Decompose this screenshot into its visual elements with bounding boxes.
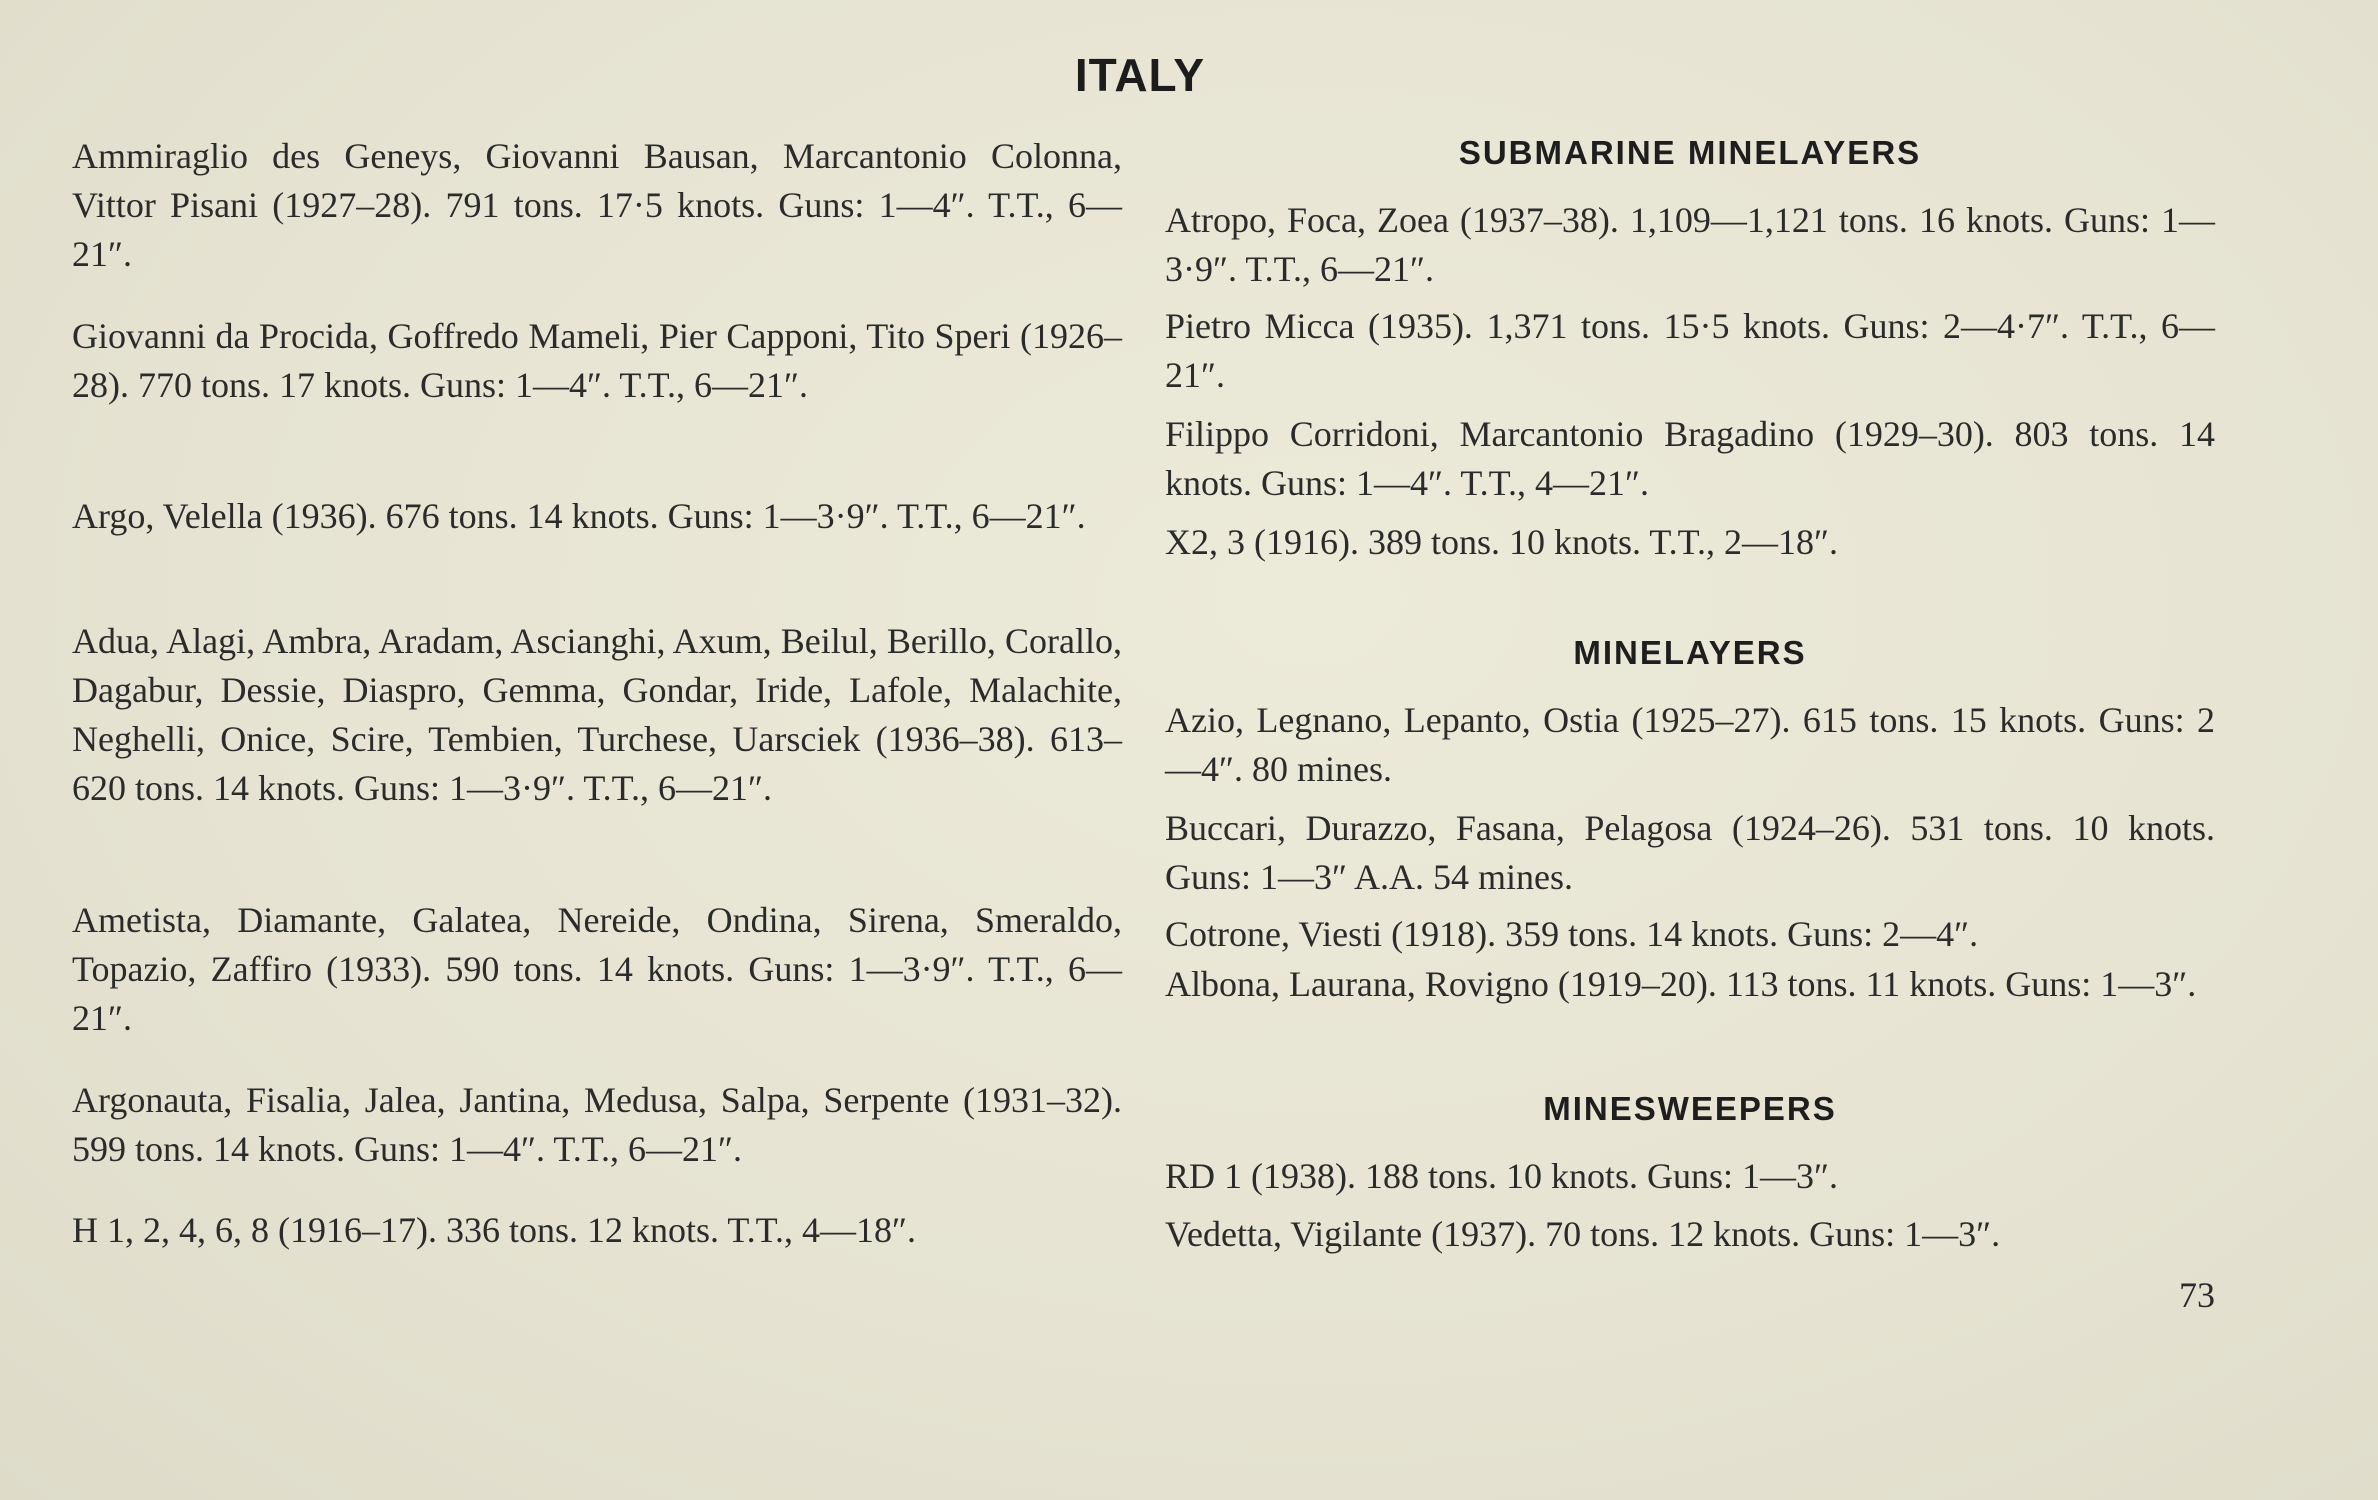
ship-entry: Ametista, Diamante, Galatea, Nereide, Ondina, Sirena, Smeraldo, Topazio, Zaffiro (1933). 590 tons. 14 knots. Guns: 1—3·9″. T.T., 6—21″. — [72, 900, 1122, 1038]
ship-entry: Filippo Corridoni, Marcantonio Bragadino (1929–30). 803 tons. 14 knots. Guns: 1—4″. T.T., 4—21″. — [1165, 414, 2215, 503]
ship-entry: Vedetta, Vigilante (1937). 70 tons. 12 knots. Guns: 1—3″. — [1165, 1214, 2001, 1254]
page-number: 73 — [2179, 1275, 2215, 1315]
ship-entry: Ammiraglio des Geneys, Giovanni Bausan, Marcantonio Colonna, Vittor Pisani (1927–28). 791 tons. 17·5 knots. Guns: 1—4″. T.T., 6—21″. — [72, 136, 1122, 274]
ship-entry: Atropo, Foca, Zoea (1937–38). 1,109—1,121 tons. 16 knots. Guns: 1—3·9″. T.T., 6—21″. — [1165, 200, 2215, 289]
ship-entry: RD 1 (1938). 188 tons. 10 knots. Guns: 1—3″. — [1165, 1156, 1839, 1196]
section-heading-minesweepers: MINESWEEPERS — [1543, 1090, 1837, 1127]
ship-entry: Albona, Laurana, Rovigno (1919–20). 113 tons. 11 knots. Guns: 1—3″. — [1165, 964, 2197, 1004]
ship-entry: Cotrone, Viesti (1918). 359 tons. 14 knots. Guns: 2—4″. — [1165, 914, 1979, 954]
ship-entry: Azio, Legnano, Lepanto, Ostia (1925–27). 615 tons. 15 knots. Guns: 2—4″. 80 mines. — [1165, 700, 2215, 789]
section-heading-minelayers: MINELAYERS — [1573, 634, 1807, 671]
ship-entry: X2, 3 (1916). 389 tons. 10 knots. T.T., 2—18″. — [1165, 522, 1838, 562]
ship-entry: Buccari, Durazzo, Fasana, Pelagosa (1924–26). 531 tons. 10 knots. Guns: 1—3″ A.A. 54 mines. — [1165, 808, 2215, 897]
ship-entry: H 1, 2, 4, 6, 8 (1916–17). 336 tons. 12 knots. T.T., 4—18″. — [72, 1210, 916, 1250]
page-title: ITALY — [1074, 49, 1206, 101]
ship-entry: Pietro Micca (1935). 1,371 tons. 15·5 knots. Guns: 2—4·7″. T.T., 6—21″. — [1165, 306, 2215, 395]
ship-entry: Giovanni da Procida, Goffredo Mameli, Pier Capponi, Tito Speri (1926–28). 770 tons. 17 knots. Guns: 1—4″. T.T., 6—21″. — [72, 316, 1122, 405]
section-heading-submarine-minelayers: SUBMARINE MINELAYERS — [1458, 134, 1922, 171]
ship-entry: Adua, Alagi, Ambra, Aradam, Ascianghi, Axum, Beilul, Berillo, Corallo, Dagabur, Dessie, Diaspro, Gemma, Gondar, Iride, Lafole, Malachite, Neghelli, Onice, Scire, Tembien, Turchese, Uarsciek (1936–38). 613–620 tons. 14 knots. Guns: 1—3·9″. T.T., 6—21″. — [72, 621, 1122, 808]
ship-entry: Argo, Velella (1936). 676 tons. 14 knots. Guns: 1—3·9″. T.T., 6—21″. — [72, 496, 1086, 536]
ship-entry: Argonauta, Fisalia, Jalea, Jantina, Medusa, Salpa, Serpente (1931–32). 599 tons. 14 knots. Guns: 1—4″. T.T., 6—21″. — [72, 1080, 1122, 1169]
